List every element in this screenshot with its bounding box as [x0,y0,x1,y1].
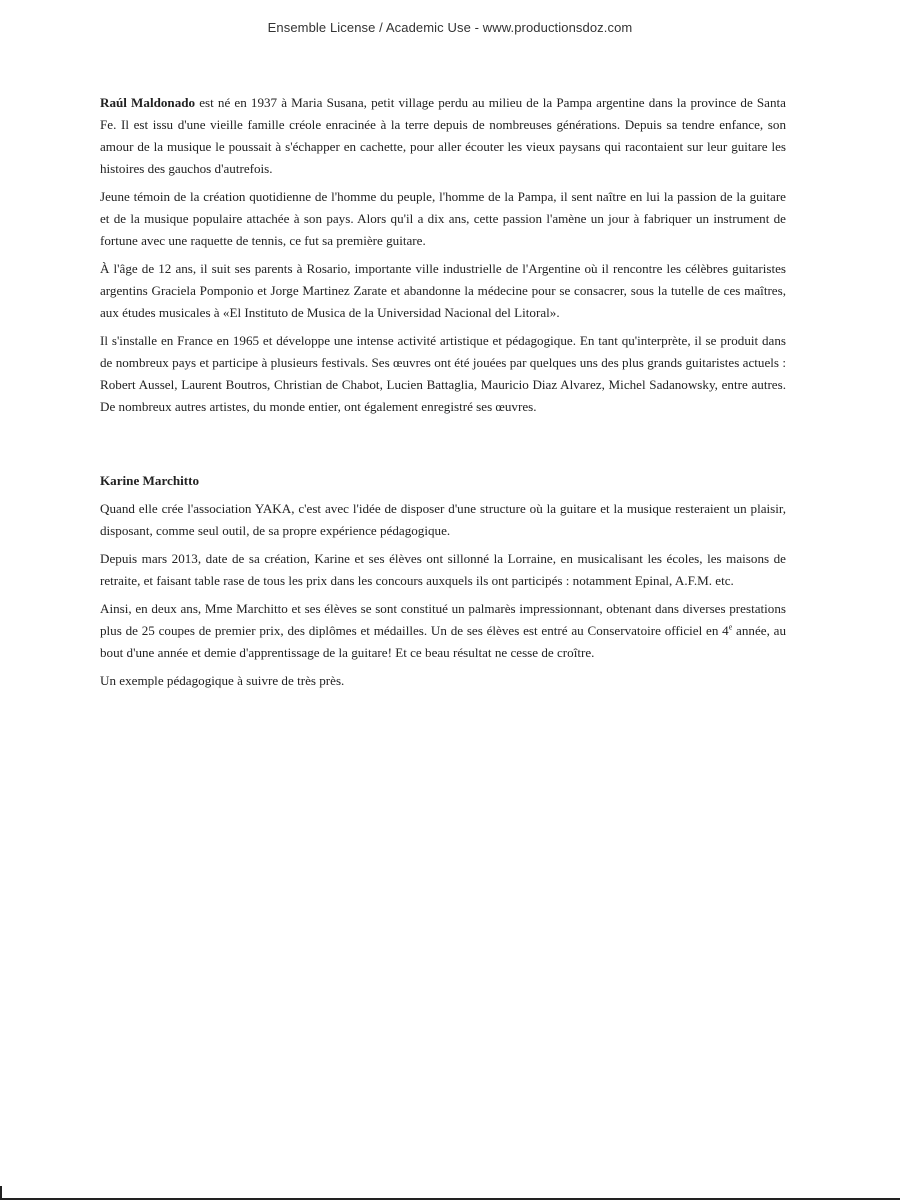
page-border-left [0,1186,2,1200]
bio-text: année, au bout d'une année et demie d'apprentissage de la guitare! Et ce beau résultat ne cesse de croître. [100,623,786,660]
bio-paragraph: Quand elle crée l'association YAKA, c'est avec l'idée de disposer d'une structure où la guitare et la musique resteraient un plaisir, disposant, comme seul outil, de sa propre expérience pédagogique. [100,501,786,538]
bio-paragraph: Il s'installe en France en 1965 et développe une intense activité artistique et pédagogique. En tant qu'interprète, il se produit dans de nombreux pays et participe à plusieurs festivals. Ses œuvres ont été jouées par quelques uns des plus grands guitaristes actuels : Robert Aussel, Laurent Boutros, Christian de Chabot, Lucien Battaglia, Mauricio Diaz Alvarez, Michel Sadanowsky, entre autres. De nombreux autres artistes, du monde entier, ont également enregistré ses œuvres. [100,333,786,414]
bio-paragraph: À l'âge de 12 ans, il suit ses parents à Rosario, importante ville industrielle de l'Argentine où il rencontre les célèbres guitaristes argentins Graciela Pomponio et Jorge Martinez Zarate et abandonne la médecine pour se consacrer, sous la tutelle de ces maîtres, aux études musicales à «El Instituto de Musica de la Universidad Nacional del Litoral». [100,261,786,320]
page-content [100,92,786,698]
bio-paragraph [100,598,786,664]
bio-text: est né en 1937 à Maria Susana, petit village perdu au milieu de la Pampa argentine dans la province de Santa Fe. Il est issu d'une vieille famille créole enracinée à la terre depuis de nombreuses générations. Depuis sa tendre enfance, son amour de la musique le poussait à s'échapper en cachette, pour aller écouter les vieux paysans qui racontaient sur leur guitare les histoires des gauchos d'autrefois. [100,95,786,176]
license-header: Ensemble License / Academic Use - www.productionsdoz.com [267,20,633,35]
bio-text: Ainsi, en deux ans, Mme Marchitto et ses élèves se sont constitué un palmarès impressionnant, obtenant dans diverses prestations plus de 25 coupes de premier prix, des diplômes et médailles. Un de ses élèves est entré au Conservatoire officiel en 4 [100,601,786,638]
bio-name-maldonado: Raúl Maldonado [100,95,196,110]
bio-section-maldonado [100,92,786,418]
ordinal-superscript: e [728,622,733,632]
bio-section-marchitto [100,470,786,692]
bio-paragraph: Depuis mars 2013, date de sa création, Karine et ses élèves ont sillonné la Lorraine, en musicalisant les écoles, les maisons de retraite, et faisant table rase de tous les prix dans les concours auxquels ils ont participés : notamment Epinal, A.F.M. etc. [100,551,786,588]
bio-paragraph [100,92,786,180]
bio-paragraph: Jeune témoin de la création quotidienne de l'homme du peuple, l'homme de la Pampa, il sent naître en lui la passion de la guitare et de la musique populaire attachée à son pays. Alors qu'il a dix ans, cette passion l'amène un jour à fabriquer un instrument de fortune avec une raquette de tennis, ce fut sa première guitare. [100,189,786,248]
bio-name-marchitto: Karine Marchitto [100,473,200,488]
bio-paragraph: Un exemple pédagogique à suivre de très près. [100,673,345,688]
